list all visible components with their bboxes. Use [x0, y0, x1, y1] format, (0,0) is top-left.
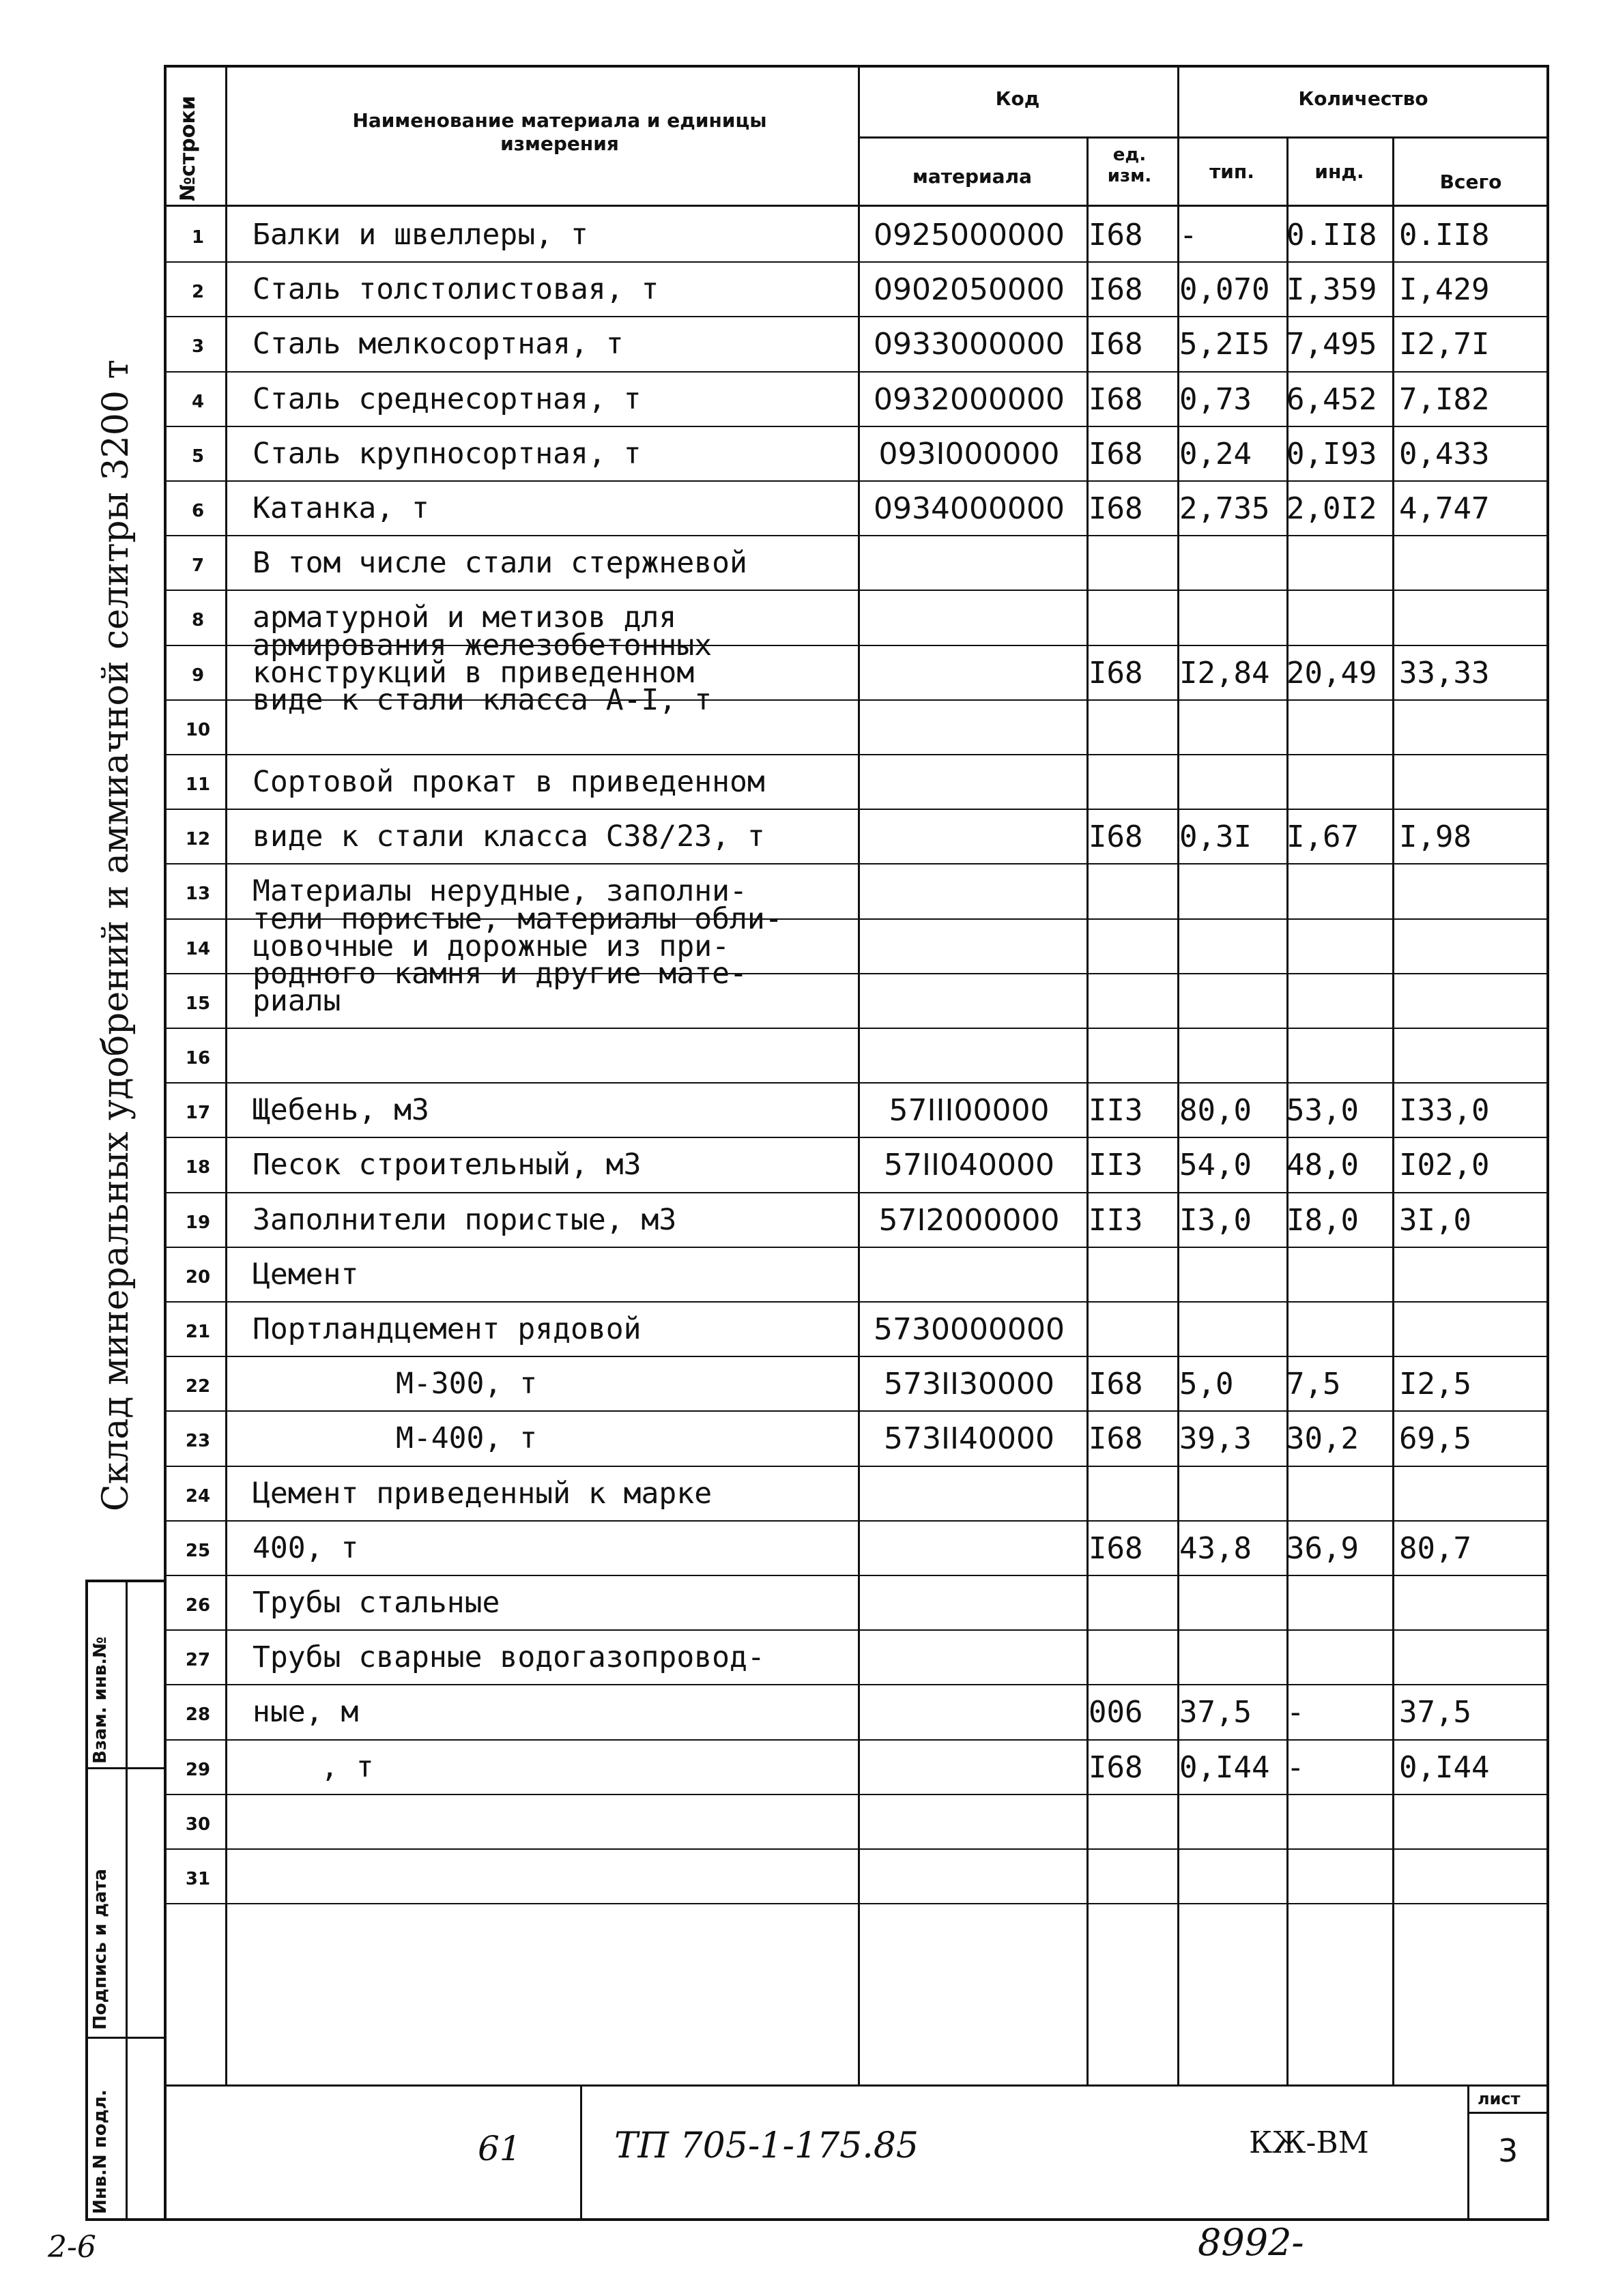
row-separator: [164, 1028, 1549, 1029]
row-separator: [164, 426, 1549, 427]
material-name: М-300, т: [396, 1367, 538, 1401]
qty-total: 0.II8: [1399, 218, 1490, 252]
qty-total: 37,5: [1399, 1695, 1471, 1730]
row-number: 14: [185, 938, 211, 959]
qty-typ: 80,0: [1179, 1093, 1252, 1129]
unit-code: I68: [1089, 1367, 1143, 1402]
material-code: 57I2000000: [878, 1202, 1060, 1238]
qty-typ: 39,3: [1179, 1421, 1252, 1457]
material-name: родного камня и другие мате-: [253, 956, 747, 991]
header-qty-ind: инд.: [1314, 160, 1364, 183]
unit-code: II3: [1089, 1148, 1143, 1183]
header-qty-typ: тип.: [1209, 160, 1254, 183]
qty-typ: 43,8: [1179, 1530, 1252, 1566]
row-number: 5: [191, 446, 205, 467]
row-separator: [164, 1684, 1549, 1685]
material-code: 093I000000: [878, 436, 1060, 471]
row-separator: [164, 1301, 1549, 1303]
material-name: Заполнители пористые, м3: [253, 1202, 677, 1237]
qty-typ: 2,735: [1179, 491, 1270, 526]
row-number: 8: [191, 610, 205, 631]
row-separator: [164, 1466, 1549, 1467]
material-name: Сталь среднесортная, т: [253, 381, 642, 416]
material-code: 0933000000: [874, 327, 1065, 362]
material-name: Цемент приведенный к марке: [253, 1476, 713, 1511]
row-number: 29: [185, 1759, 211, 1780]
qty-total: I02,0: [1399, 1148, 1490, 1183]
qty-ind: 30,2: [1286, 1421, 1359, 1457]
side-stamp-inv-orig: Инв.N подл.: [90, 2089, 111, 2214]
material-name: Сталь крупносортная, т: [253, 436, 642, 471]
qty-typ: 0,070: [1179, 272, 1270, 308]
row-separator: [164, 316, 1549, 317]
stamp-doc-code: ТП 705-1-175.85: [614, 2125, 919, 2166]
header-code-material: материала: [912, 165, 1032, 188]
qty-ind: 7,5: [1286, 1367, 1341, 1402]
row-number: 2: [191, 282, 205, 303]
row-number: 11: [185, 774, 211, 795]
row-number: 31: [185, 1869, 211, 1889]
unit-code: II3: [1089, 1202, 1143, 1238]
material-name: 400, т: [253, 1530, 359, 1565]
qty-typ: 5,2I5: [1179, 327, 1270, 362]
unit-code: I68: [1089, 272, 1143, 308]
row-separator: [164, 1739, 1549, 1741]
qty-ind: 6,452: [1286, 381, 1377, 417]
material-name: Цемент: [253, 1257, 359, 1292]
unit-code: II3: [1089, 1093, 1143, 1129]
material-name: Катанка, т: [253, 491, 429, 525]
footer-right-note: 8992-: [1198, 2221, 1304, 2264]
unit-code: I68: [1089, 819, 1143, 855]
qty-total: I2,5: [1399, 1367, 1471, 1402]
material-name: Сортовой прокат в приведенном: [253, 765, 765, 799]
material-name: конструкций в приведенном: [253, 655, 695, 690]
side-title: Склад минеральных удобрений и аммиачной селитры 3200 т: [96, 359, 136, 1511]
qty-typ: 5,0: [1179, 1367, 1234, 1402]
row-number: 10: [185, 719, 211, 740]
unit-code: 006: [1089, 1695, 1143, 1730]
qty-ind: I,67: [1286, 819, 1359, 855]
material-name: Сталь толстолистовая, т: [253, 272, 659, 307]
qty-total: 33,33: [1399, 655, 1490, 691]
row-separator: [164, 590, 1549, 591]
stamp-line-2: [1467, 2084, 1469, 2221]
material-code: 0902050000: [874, 272, 1065, 308]
material-name: арматурной и метизов для: [253, 600, 677, 635]
row-number: 23: [185, 1431, 211, 1452]
material-name: Сталь мелкосортная, т: [253, 327, 624, 362]
qty-typ: 54,0: [1179, 1148, 1252, 1183]
col-line-code: [858, 65, 860, 2084]
qty-ind: 2,0I2: [1286, 491, 1377, 526]
material-name: тели пористые, материалы обли-: [253, 901, 783, 936]
stamp-mark: КЖ-ВМ: [1249, 2125, 1369, 2160]
qty-total: I,98: [1399, 819, 1471, 855]
qty-ind: 0.II8: [1286, 218, 1377, 252]
row-separator: [164, 863, 1549, 864]
qty-ind: -: [1286, 1749, 1305, 1785]
qty-ind: 0,I93: [1286, 436, 1377, 471]
stamp-top-line: [164, 2084, 1549, 2087]
row-separator: [164, 1575, 1549, 1576]
row-number: 20: [185, 1266, 211, 1288]
stamp-sheet-line: [1467, 2112, 1549, 2114]
material-name: ные, м: [253, 1695, 359, 1730]
stamp-sheet-label: лист: [1478, 2089, 1521, 2108]
row-number: 12: [185, 829, 211, 850]
row-separator: [164, 1137, 1549, 1138]
qty-total: 3I,0: [1399, 1202, 1471, 1238]
row-number: 6: [191, 501, 205, 521]
row-number: 27: [185, 1650, 211, 1671]
qty-ind: 7,495: [1286, 327, 1377, 362]
stamp-sheet-no: 61: [478, 2129, 521, 2168]
material-name: М-400, т: [396, 1421, 538, 1456]
material-name: Щебень, м3: [253, 1093, 429, 1128]
row-separator: [164, 1629, 1549, 1631]
material-name: цовочные и дорожные из при-: [253, 929, 730, 963]
unit-code: I68: [1089, 436, 1143, 471]
unit-code: I68: [1089, 1749, 1143, 1785]
row-number: 26: [185, 1595, 211, 1616]
header-mid-line: [858, 136, 1549, 139]
qty-ind: I,359: [1286, 272, 1377, 308]
row-separator: [164, 1356, 1549, 1357]
qty-total: 80,7: [1399, 1530, 1471, 1566]
row-number: 4: [191, 391, 205, 412]
qty-total: 7,I82: [1399, 381, 1490, 417]
header-name: Наименование материала и единицы измерения: [352, 109, 767, 155]
row-number: 28: [185, 1704, 211, 1726]
qty-total: 0,I44: [1399, 1749, 1490, 1785]
qty-total: I2,7I: [1399, 327, 1490, 362]
row-separator: [164, 1192, 1549, 1193]
unit-code: I68: [1089, 218, 1143, 252]
unit-code: I68: [1089, 1421, 1143, 1457]
material-name: Трубы сварные водогазопровод-: [253, 1640, 765, 1675]
header-row-no: №строки: [176, 96, 200, 201]
row-separator: [164, 371, 1549, 373]
stamp-line-1: [580, 2084, 582, 2221]
row-number: 18: [185, 1157, 211, 1178]
row-separator: [164, 1848, 1549, 1850]
side-stamp-inv-replace: Взам. инв.№: [90, 1636, 111, 1764]
qty-ind: 48,0: [1286, 1148, 1359, 1183]
row-number: 17: [185, 1103, 211, 1124]
qty-ind: 53,0: [1286, 1093, 1359, 1129]
qty-typ: I2,84: [1179, 655, 1270, 691]
row-number: 16: [185, 1048, 211, 1069]
material-name: риалы: [253, 983, 341, 1018]
row-separator: [164, 480, 1549, 482]
row-number: 1: [191, 227, 205, 248]
row-number: 30: [185, 1814, 211, 1835]
material-code: 57II040000: [884, 1148, 1054, 1183]
side-stamp-inner: [126, 1580, 128, 2221]
material-name: виде к стали класса С38/23, т: [253, 819, 765, 854]
material-name: Балки и швеллеры, т: [253, 218, 588, 252]
side-stamp-sign-date: Подпись и дата: [90, 1868, 111, 2030]
unit-code: I68: [1089, 491, 1143, 526]
row-separator: [164, 754, 1549, 755]
qty-total: I,429: [1399, 272, 1490, 308]
qty-typ: 0,73: [1179, 381, 1252, 417]
material-name: Материалы нерудные, заполни-: [253, 874, 747, 909]
qty-typ: I3,0: [1179, 1202, 1252, 1238]
header-qty-total: Всего: [1439, 171, 1502, 193]
row-separator: [164, 1903, 1549, 1904]
row-separator: [164, 261, 1549, 263]
row-number: 25: [185, 1540, 211, 1561]
qty-typ: -: [1179, 218, 1198, 252]
qty-total: 4,747: [1399, 491, 1490, 526]
row-number: 19: [185, 1212, 211, 1233]
material-name: , т: [321, 1749, 374, 1784]
material-name: армирования железобетонных: [253, 628, 713, 663]
col-line-rowno: [225, 65, 227, 2084]
row-separator: [164, 1410, 1549, 1412]
unit-code: I68: [1089, 655, 1143, 691]
qty-ind: 36,9: [1286, 1530, 1359, 1566]
material-name: В том числе стали стержневой: [253, 546, 747, 581]
row-number: 3: [191, 336, 205, 358]
material-code: 0925000000: [874, 218, 1065, 252]
qty-ind: I8,0: [1286, 1202, 1359, 1238]
header-bottom-line: [164, 205, 1549, 207]
material-name: Песок строительный, м3: [253, 1148, 642, 1182]
row-number: 9: [191, 665, 205, 686]
unit-code: I68: [1089, 1530, 1143, 1566]
row-separator: [164, 809, 1549, 810]
material-name: Портландцемент рядовой: [253, 1312, 642, 1346]
qty-ind: 20,49: [1286, 655, 1377, 691]
qty-total: 69,5: [1399, 1421, 1471, 1457]
row-separator: [164, 1247, 1549, 1248]
material-code: 57III00000: [889, 1093, 1050, 1129]
row-separator: [164, 1520, 1549, 1522]
material-name: виде к стали класса А-I, т: [253, 682, 713, 717]
qty-total: I33,0: [1399, 1093, 1490, 1129]
qty-ind: -: [1286, 1695, 1305, 1730]
row-number: 7: [191, 555, 205, 577]
qty-typ: 0,I44: [1179, 1749, 1270, 1785]
stamp-sheet-value: 3: [1498, 2132, 1519, 2169]
row-separator: [164, 1794, 1549, 1795]
row-separator: [164, 1082, 1549, 1084]
qty-typ: 37,5: [1179, 1695, 1252, 1730]
row-number: 24: [185, 1485, 211, 1507]
header-code-unit: ед. изм.: [1107, 145, 1152, 187]
header-code-group: Код: [995, 87, 1040, 110]
qty-total: 0,433: [1399, 436, 1490, 471]
material-code: 573II40000: [884, 1421, 1054, 1457]
qty-typ: 0,3I: [1179, 819, 1252, 855]
qty-typ: 0,24: [1179, 436, 1252, 471]
material-code: 0934000000: [874, 491, 1065, 526]
material-name: Трубы стальные: [253, 1586, 500, 1620]
header-qty-group: Количество: [1298, 87, 1428, 110]
material-code: 5730000000: [874, 1312, 1065, 1347]
row-number: 22: [185, 1376, 211, 1397]
row-number: 21: [185, 1322, 211, 1342]
row-separator: [164, 535, 1549, 536]
material-code: 0932000000: [874, 381, 1065, 417]
row-number: 15: [185, 993, 211, 1014]
unit-code: I68: [1089, 381, 1143, 417]
row-number: 13: [185, 884, 211, 905]
unit-code: I68: [1089, 327, 1143, 362]
footer-left-note: 2-6: [48, 2230, 96, 2265]
material-code: 573II30000: [884, 1367, 1054, 1402]
